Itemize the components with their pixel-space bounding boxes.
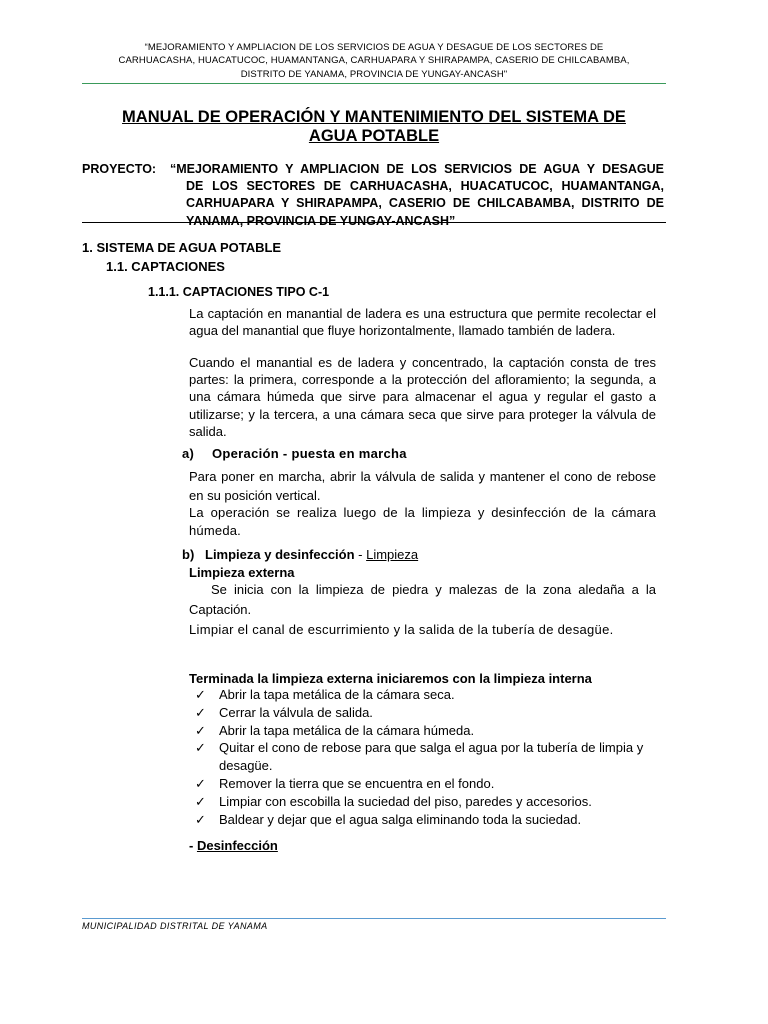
list-item-text: Abrir la tapa metálica de la cámara seca. — [219, 687, 455, 702]
list-item — [189, 811, 659, 829]
footer-divider — [82, 918, 666, 919]
paragraph-puesta-en-marcha: Para poner en marcha, abrir la válvula de salida y mantener el cono de rebose en su posición vertical. — [189, 469, 656, 503]
project-line: YANAMA, PROVINCIA DE YUNGAY-ANCASH” — [186, 213, 456, 228]
project-name — [170, 161, 664, 230]
paragraph-captacion-definition: La captación en manantial de ladera es una estructura que permite recolectar el agua del manantial que fluye horizontalmente, llamado también de ladera. — [189, 306, 656, 339]
header-divider — [82, 83, 666, 84]
subheading-operacion — [182, 446, 407, 461]
desinfeccion-heading — [189, 838, 278, 853]
paragraph-captacion-parts: Cuando el manantial es de ladera y concentrado, la captación consta de tres partes: la primera, corresponde a la protección del afloramiento; la segunda, a una cámara húmeda que sirve para almacenar el agua y regular el gasto a utilizarse; y la tercera, a una cámara seca que sirve para proteger la válvula de salida. — [189, 355, 656, 439]
list-item-text: Baldear y dejar que el agua salga eliminando toda la suciedad. — [219, 811, 582, 827]
subheading-title: Operación - puesta en marcha — [212, 446, 407, 461]
check-icon: ✓ — [195, 687, 206, 702]
desinfeccion-prefix: - — [189, 838, 197, 853]
subheading-underlined-term: Limpieza — [366, 547, 419, 562]
list-item-text: Cerrar la válvula de salida. — [219, 704, 373, 720]
project-line: DE LOS SECTORES DE CARHUACASHA, HUACATUCOC, HUAMANTANGA, — [186, 179, 664, 194]
check-icon: ✓ — [195, 740, 206, 756]
paragraph-operacion: La operación se realiza luego de la limpieza y desinfección de la cámara húmeda. — [189, 505, 656, 538]
limpieza-interna-heading: Terminada la limpieza externa iniciaremos con la limpieza interna — [189, 671, 592, 686]
list-item — [189, 704, 659, 722]
check-icon: ✓ — [195, 722, 206, 738]
check-icon: ✓ — [195, 704, 206, 720]
subheading-title: Limpieza y desinfección — [205, 547, 355, 562]
list-item — [189, 722, 659, 740]
limpieza-externa-heading: Limpieza externa — [189, 565, 295, 580]
desinfeccion-label: Desinfección — [196, 838, 278, 853]
project-label: PROYECTO: — [82, 162, 157, 176]
project-line: CARHUAPARA Y SHIRAPAMPA, CASERIO DE CHILCABAMBA, DISTRITO DE — [186, 196, 664, 211]
paragraph-text: Se inicia con la limpieza de piedra y malezas de la zona aledaña a la Captación. — [189, 582, 656, 617]
subheading-limpieza — [182, 547, 418, 562]
check-icon: ✓ — [195, 811, 206, 827]
header-line: DISTRITO DE YANAMA, PROVINCIA DE YUNGAY-ANCASH" — [240, 68, 508, 80]
paragraph-canal: Limpiar el canal de escurrimiento y la salida de la tubería de desagüe. — [189, 622, 614, 637]
page-header — [82, 41, 666, 81]
checklist — [189, 686, 659, 828]
subheading-marker: a) — [182, 446, 195, 461]
paragraph-limpieza-externa — [189, 580, 656, 619]
title-line: AGUA POTABLE — [308, 127, 440, 145]
check-icon: ✓ — [195, 775, 206, 791]
list-item-text: Limpiar con escobilla la suciedad del piso, paredes y accesorios. — [219, 793, 592, 809]
list-item — [189, 739, 659, 775]
title-line: MANUAL DE OPERACIÓN Y MANTENIMIENTO DEL SISTEMA DE — [122, 108, 626, 126]
project-divider — [82, 222, 666, 223]
header-line: “MEJORAMIENTO Y AMPLIACION DE LOS SERVICIOS DE AGUA Y DESAGUE DE LOS SECTORES DE — [144, 42, 604, 53]
section-heading-1: 1. SISTEMA DE AGUA POTABLE — [82, 240, 282, 255]
list-item-text: Abrir la tapa metálica de la cámara húmeda. — [219, 722, 475, 738]
list-item — [189, 775, 659, 793]
list-item-text: Quitar el cono de rebose para que salga el agua por la tubería de limpia y desagüe. — [219, 740, 644, 774]
list-item — [189, 686, 659, 704]
page-footer: MUNICIPALIDAD DISTRITAL DE YANAMA — [82, 921, 268, 931]
check-icon: ✓ — [195, 793, 206, 809]
header-line: CARHUACASHA, HUACATUCOC, HUAMANTANGA, CARHUAPARA Y SHIRAPAMPA, CASERIO DE CHILCABAMBA, — [118, 55, 630, 67]
list-item — [189, 793, 659, 811]
list-item-text: Remover la tierra que se encuentra en el fondo. — [219, 775, 495, 791]
subheading-marker: b) — [182, 547, 195, 562]
project-line: “MEJORAMIENTO Y AMPLIACION DE LOS SERVICIOS DE AGUA Y DESAGUE — [170, 162, 664, 176]
section-heading-1-1-1: 1.1.1. CAPTACIONES TIPO C-1 — [148, 285, 330, 299]
document-title — [82, 108, 666, 146]
subheading-separator: - — [354, 547, 367, 562]
section-heading-1-1: 1.1. CAPTACIONES — [106, 259, 225, 274]
